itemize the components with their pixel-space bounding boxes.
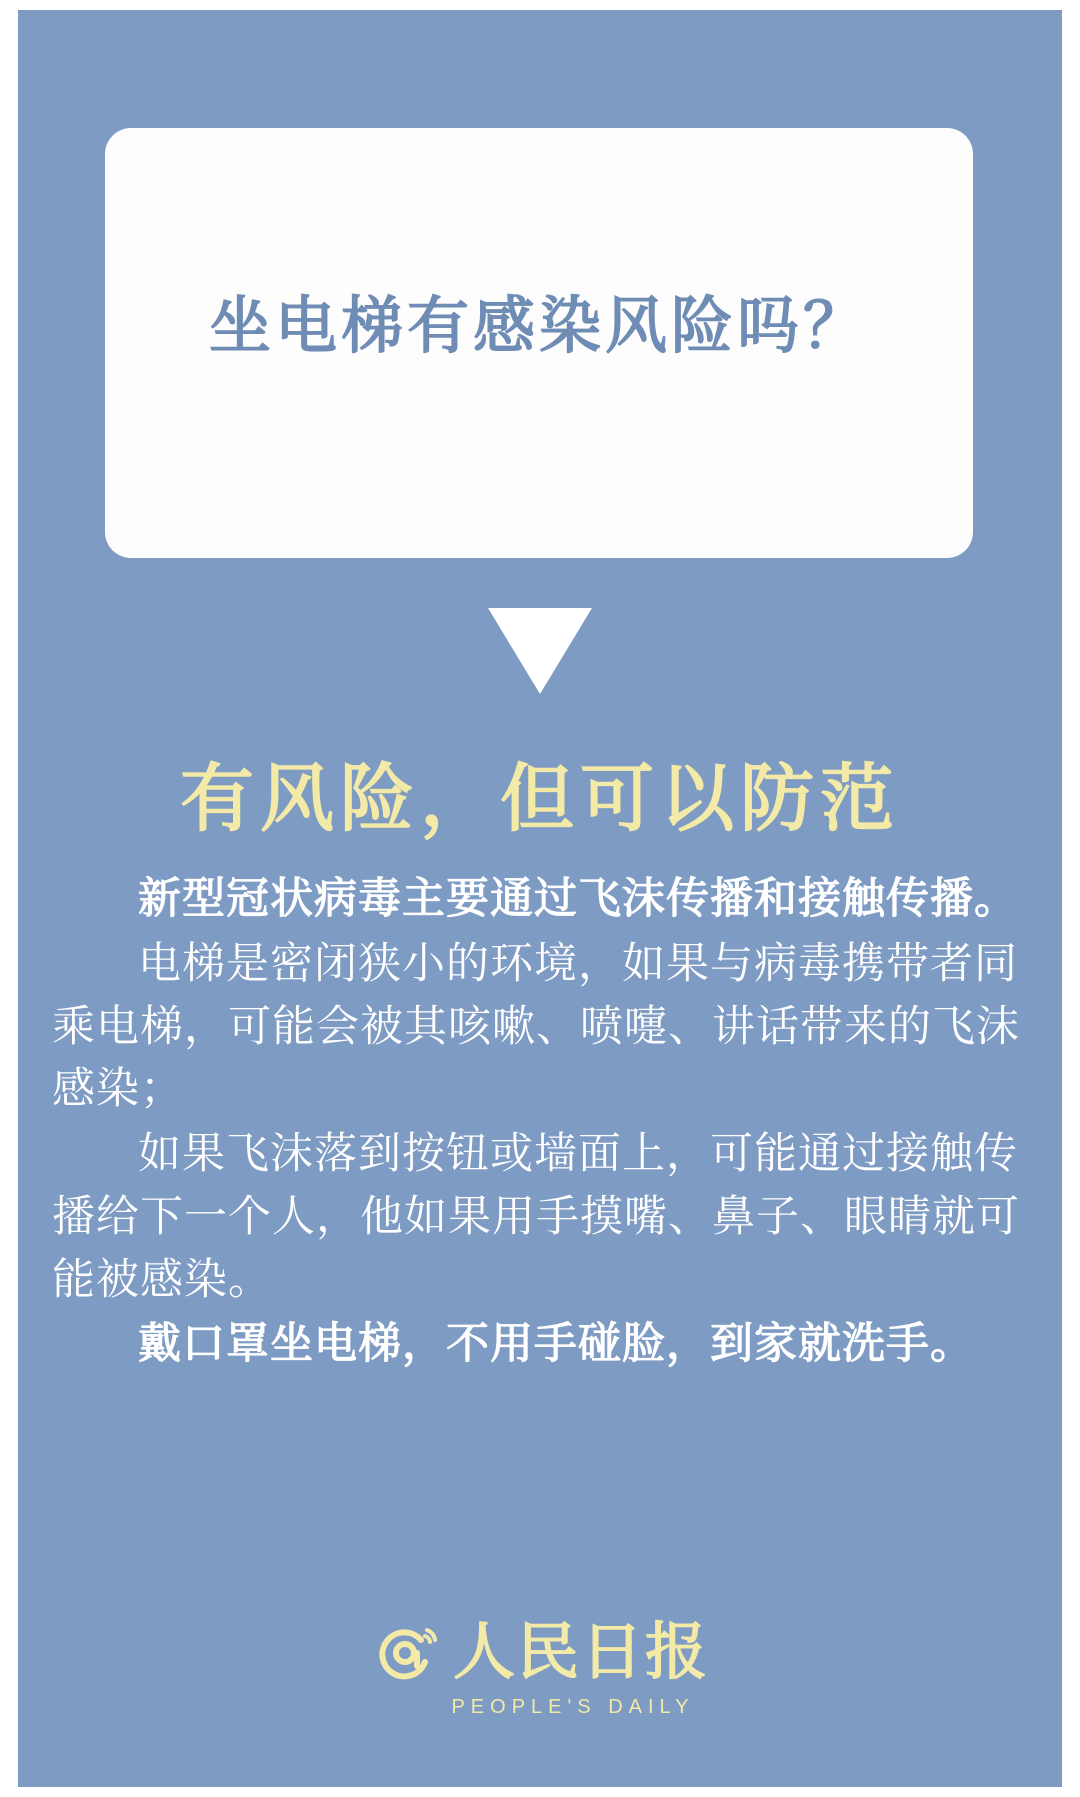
top-margin bbox=[0, 0, 1080, 10]
left-margin bbox=[0, 0, 18, 1797]
logo-row bbox=[371, 1616, 709, 1688]
footer-logo bbox=[0, 1616, 1080, 1719]
at-sign-wifi-icon bbox=[371, 1616, 443, 1688]
paragraph-2: 电梯是密闭狭小的环境，如果与病毒携带者同乘电梯，可能会被其咳嗽、喷嚏、讲话带来的飞沫感染； bbox=[52, 938, 1020, 1115]
paragraph-3: 如果飞沫落到按钮或墙面上，可能通过接触传播给下一个人，他如果用手摸嘴、鼻子、眼睛就可能被感染。 bbox=[52, 1129, 1020, 1305]
paragraph-4: 戴口罩坐电梯，不用手碰脸，到家就洗手。 bbox=[138, 1319, 974, 1370]
body-copy bbox=[52, 868, 1028, 1378]
paragraph-1: 新型冠状病毒主要通过飞沫传播和接触传播。 bbox=[138, 874, 1018, 924]
arrow-down-icon bbox=[488, 608, 592, 694]
question-card bbox=[105, 128, 973, 558]
headline-answer: 有风险，但可以防范 bbox=[180, 756, 900, 842]
bottom-margin bbox=[0, 1787, 1080, 1797]
question-title: 坐电梯有感染风险吗？ bbox=[208, 289, 869, 362]
right-margin bbox=[1062, 0, 1080, 1797]
brand-name-cn: 人民日报 bbox=[452, 1615, 709, 1688]
brand-name-en: PEOPLE'S DAILY bbox=[451, 1696, 695, 1718]
